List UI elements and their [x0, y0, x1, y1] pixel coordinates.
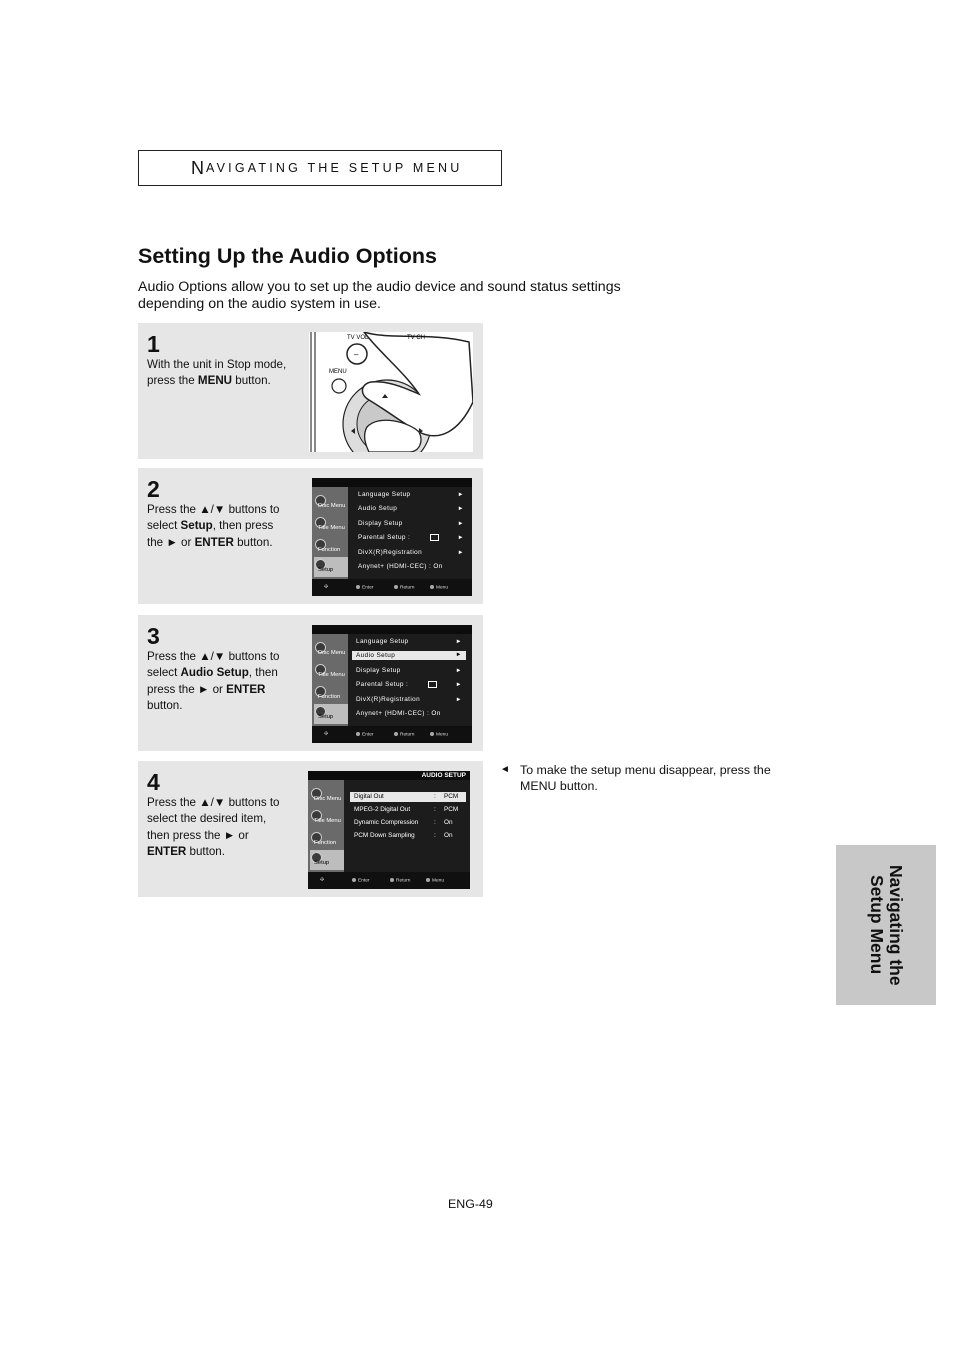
screen-top-bar — [312, 625, 472, 634]
menu-item-divx — [354, 548, 468, 562]
section-header-initial: N — [191, 157, 206, 178]
menu-item-value: On — [444, 819, 453, 826]
menu-item-value: On — [444, 832, 453, 839]
pointer-left-icon: ◄ — [500, 764, 510, 775]
sidebar-label: Disc Menu — [318, 650, 346, 656]
step-number: 2 — [147, 476, 160, 502]
sidebar-item-title-menu — [314, 662, 348, 682]
menu-item-display — [352, 666, 466, 680]
arrow-right-icon: ► — [455, 667, 462, 674]
sidebar-item-disc-menu — [314, 493, 348, 513]
step-text-part: button. — [147, 698, 183, 712]
sidebar-item-disc-menu — [310, 786, 344, 806]
page-number: ENG-49 — [448, 1197, 493, 1211]
step-text-bold: Audio Setup — [180, 666, 249, 680]
menu-item-dynamic-compression — [350, 818, 466, 831]
intro-paragraph: Audio Options allow you to set up the audio device and sound status settings depending on the audio system in use. — [138, 279, 621, 312]
menu-item-label: DivX(R)Registration — [356, 695, 421, 703]
step-instructions — [147, 357, 289, 390]
screen-top-bar — [312, 478, 472, 487]
nav-cross-icon: ✣ — [324, 585, 329, 590]
menu-dot-icon — [430, 585, 434, 589]
menu-item-audio-selected — [352, 651, 466, 660]
menu-item-language — [354, 490, 468, 504]
nav-cross-icon: ✣ — [324, 732, 329, 737]
step-3-panel — [138, 615, 483, 751]
enter-dot-icon — [352, 878, 356, 882]
sidebar-label: Setup — [314, 860, 330, 866]
sidebar-label: Setup — [318, 567, 334, 573]
sidebar-item-function — [314, 537, 348, 557]
sidebar-label: Title Menu — [314, 818, 341, 824]
sidebar-item-disc-menu — [314, 640, 348, 660]
step-text-part: With the unit in Stop mode, press the — [147, 358, 287, 388]
sidebar-label: Setup — [318, 714, 334, 720]
menu-item-pcm-down-sampling — [350, 831, 466, 844]
menu-item-label: PCM Down Sampling — [354, 832, 415, 839]
step-number: 1 — [147, 331, 160, 357]
setup-menu-screen — [312, 478, 472, 596]
enter-hint: Enter — [362, 732, 374, 738]
step-4-panel — [138, 761, 483, 897]
menu-item-audio — [354, 504, 468, 518]
arrow-right-icon: ► — [457, 549, 464, 556]
lock-icon — [428, 681, 437, 688]
step-text-part: , then press the ► or — [147, 519, 274, 549]
arrow-right-icon: ► — [455, 682, 462, 689]
arrow-right-icon: ► — [457, 535, 464, 542]
sidebar-label: Disc Menu — [314, 796, 342, 802]
arrow-right-icon: ► — [457, 506, 464, 513]
menu-button-label: MENU — [329, 369, 347, 375]
step-2-panel — [138, 468, 483, 604]
menu-item-value: PCM — [444, 793, 459, 800]
menu-item-label: Dynamic Compression — [354, 819, 419, 826]
step-text-part: Press the ▲/▼ buttons to select the desired item, then press the ► or — [147, 796, 280, 842]
sidebar-item-setup — [310, 850, 344, 870]
step-instructions — [147, 649, 289, 714]
screen-sidebar — [312, 634, 348, 726]
step-text-bold: MENU — [197, 374, 233, 388]
sidebar-item-function — [310, 830, 344, 850]
side-tab-line-2: Setup Menu — [867, 875, 887, 975]
menu-item-label: Parental Setup : — [358, 534, 411, 542]
menu-item-label: DivX(R)Registration — [358, 548, 423, 556]
step-1-panel — [138, 323, 483, 459]
menu-item-label: MPEG-2 Digital Out — [354, 806, 411, 813]
sidebar-item-title-menu — [314, 515, 348, 535]
screen-bottom-bar — [312, 579, 472, 596]
enter-hint: Enter — [358, 878, 370, 884]
remote-control-illustration — [309, 332, 473, 452]
audio-menu-list — [350, 792, 466, 844]
lock-icon — [430, 534, 439, 541]
menu-item-mpeg2-digital-out — [350, 805, 466, 818]
chapter-side-tab — [836, 845, 936, 1005]
menu-item-label: Audio Setup — [358, 505, 398, 513]
menu-item-colon: : — [434, 832, 436, 839]
tv-vol-label: TV VOL — [347, 335, 369, 341]
menu-item-label: Language Setup — [358, 491, 411, 498]
sidebar-item-setup — [314, 704, 348, 724]
step-text-bold: ENTER — [226, 682, 266, 696]
sidebar-item-title-menu — [310, 808, 344, 828]
enter-hint: Enter — [362, 585, 374, 591]
menu-hint: Menu — [436, 732, 448, 738]
menu-item-anynet — [352, 709, 466, 723]
menu-item-display — [354, 519, 468, 533]
sidebar-label: Title Menu — [318, 525, 345, 531]
return-dot-icon — [390, 878, 394, 882]
step-instructions — [147, 795, 289, 860]
minus-symbol: – — [354, 350, 359, 359]
menu-item-parental — [354, 533, 468, 547]
menu-item-divx — [352, 695, 466, 709]
sidebar-item-function — [314, 684, 348, 704]
side-tab-line-1: Navigating the — [886, 864, 906, 986]
setup-menu-list — [352, 637, 466, 723]
setup-menu-list — [354, 490, 468, 576]
section-header — [138, 150, 502, 186]
menu-item-digital-out-selected — [350, 792, 466, 802]
screen-sidebar — [308, 780, 344, 872]
step-number: 3 — [147, 623, 160, 649]
nav-cross-icon: ✣ — [320, 878, 325, 883]
enter-dot-icon — [356, 585, 360, 589]
arrow-right-icon: ► — [457, 492, 464, 498]
menu-item-label: Language Setup — [356, 638, 409, 645]
menu-item-colon: : — [434, 819, 436, 826]
menu-item-label: Parental Setup : — [356, 681, 409, 689]
arrow-right-icon: ► — [455, 652, 462, 659]
arrow-right-icon: ► — [455, 696, 462, 703]
menu-item-label: Display Setup — [358, 519, 403, 527]
page-title: Setting Up the Audio Options — [138, 244, 437, 268]
audio-setup-title: AUDIO SETUP — [308, 771, 470, 780]
return-hint: Return — [396, 878, 411, 884]
step-text-part: button. — [233, 535, 273, 549]
return-dot-icon — [394, 732, 398, 736]
sidebar-label: Function — [318, 694, 341, 700]
sidebar-label: Title Menu — [318, 672, 345, 678]
menu-item-colon: : — [434, 793, 436, 800]
menu-item-anynet — [354, 562, 468, 576]
step-text-part: , then press the ► or — [147, 666, 278, 696]
menu-item-value: PCM — [444, 806, 459, 813]
menu-item-label: Display Setup — [356, 666, 401, 674]
sidebar-label: Disc Menu — [318, 503, 346, 509]
note-text: To make the setup menu disappear, press the MENU button. — [520, 763, 771, 793]
menu-hint: Menu — [436, 585, 448, 591]
menu-dot-icon — [430, 732, 434, 736]
screen-bottom-bar — [312, 726, 472, 743]
screen-bottom-bar — [308, 872, 470, 889]
step-text-part: button. — [186, 844, 225, 858]
chapter-side-tab-label — [867, 865, 905, 986]
sidebar-label: Function — [318, 547, 341, 553]
sidebar-item-setup — [314, 557, 348, 577]
arrow-right-icon: ► — [457, 520, 464, 527]
return-hint: Return — [400, 732, 415, 738]
tv-ch-label: TV CH — [407, 335, 425, 341]
step-number: 4 — [147, 769, 160, 795]
menu-item-label: Anynet+ (HDMI-CEC) : On — [356, 709, 441, 717]
return-hint: Return — [400, 585, 415, 591]
section-header-rest: AVIGATING THE SETUP MENU — [206, 161, 463, 175]
enter-dot-icon — [356, 732, 360, 736]
menu-item-colon: : — [434, 806, 436, 813]
step-text-bold: ENTER — [194, 535, 234, 549]
menu-item-label: Audio Setup — [356, 652, 396, 660]
step-text-part: button. — [232, 374, 271, 388]
sidebar-label: Function — [314, 840, 337, 846]
audio-setup-screen — [308, 771, 470, 889]
menu-hint: Menu — [432, 878, 444, 884]
setup-menu-screen — [312, 625, 472, 743]
menu-item-parental — [352, 680, 466, 694]
step-text-part: Press the ▲/▼ buttons to select — [147, 650, 280, 680]
menu-item-label: Anynet+ (HDMI-CEC) : On — [358, 562, 443, 570]
arrow-right-icon: ► — [455, 639, 462, 645]
screen-sidebar — [312, 487, 348, 579]
step-text-part: Press the ▲/▼ buttons to select — [147, 503, 280, 533]
menu-dot-icon — [426, 878, 430, 882]
return-dot-icon — [394, 585, 398, 589]
step-text-bold: ENTER — [147, 844, 187, 858]
step-text-bold: Setup — [180, 519, 213, 533]
menu-item-language — [352, 637, 466, 651]
menu-item-label: Digital Out — [354, 793, 384, 800]
step-instructions — [147, 502, 289, 551]
